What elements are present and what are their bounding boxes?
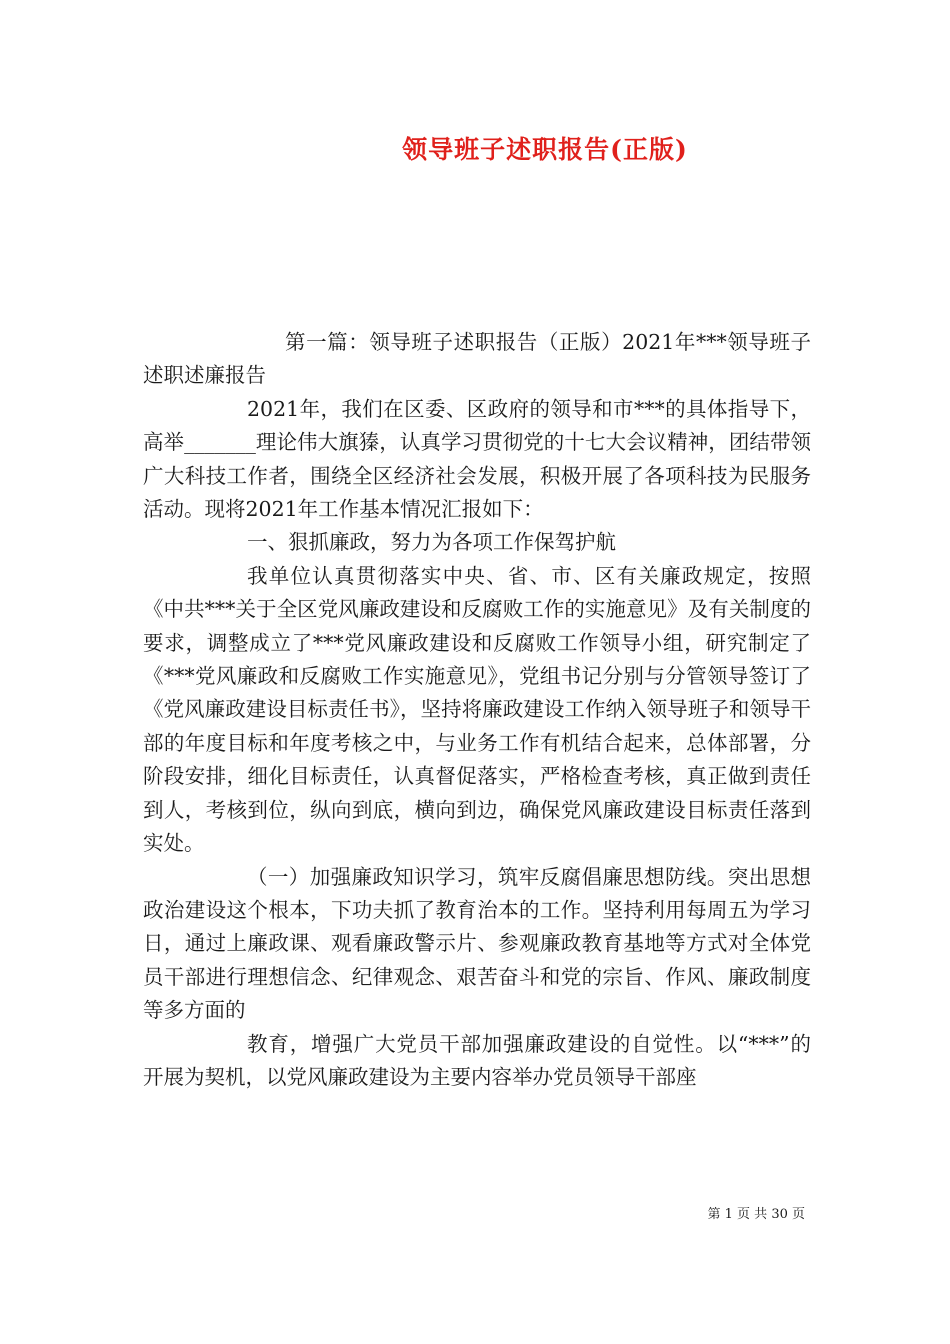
paragraph-intro: 2021年，我们在区委、区政府的领导和市***的具体指导下，高举_______理论伟大旗獉，认真学习贯彻党的十七大会议精神，团结带领广大科技工作者，围绕全区经济社会发展，积极开展了各项科技为民服务活动。现将2021年工作基本情况汇报如下： [143, 396, 811, 522]
paragraph-continued: 教育，增强广大党员干部加强廉政建设的自觉性。以“***”的开展为契机，以党风廉政建设为主要内容举办党员领导干部座 [143, 1031, 811, 1089]
paragraph-heading: 第一篇：领导班子述职报告（正版）2021年***领导班子述职述廉报告 [143, 330, 811, 388]
document-body [143, 326, 811, 1094]
page-number: 第 1 页 共 30 页 [707, 1207, 805, 1222]
paragraph-body: 我单位认真贯彻落实中央、省、市、区有关廉政规定，按照《中共***关于全区党风廉政建设和反腐败工作的实施意见》及有关制度的要求，调整成立了***党风廉政建设和反腐败工作领导小组，研究制定了《***党风廉政和反腐败工作实施意见》，党组书记分别与分管领导签订了《党风廉政建设目标责任书》，坚持将廉政建设工作纳入领导班子和领导干部的年度目标和年度考核之中，与业务工作有机结合起来，总体部署，分阶段安排，细化目标责任，认真督促落实，严格检查考核，真正做到责任到人，考核到位，纵向到底，横向到边，确保党风廉政建设目标责任落到实处。 [143, 563, 811, 856]
paragraph-subsection: （一）加强廉政知识学习，筑牢反腐倡廉思想防线。突出思想政治建设这个根本，下功夫抓了教育治本的工作。坚持利用每周五为学习日，通过上廉政课、观看廉政警示片、参观廉政教育基地等方式对全体党员干部进行理想信念、纪律观念、艰苦奋斗和党的宗旨、作风、廉政制度等多方面的 [143, 864, 811, 1023]
section-heading: 一、狠抓廉政，努力为各项工作保驾护航 [247, 530, 616, 555]
document-title: 领导班子述职报告(正版) [402, 135, 688, 164]
